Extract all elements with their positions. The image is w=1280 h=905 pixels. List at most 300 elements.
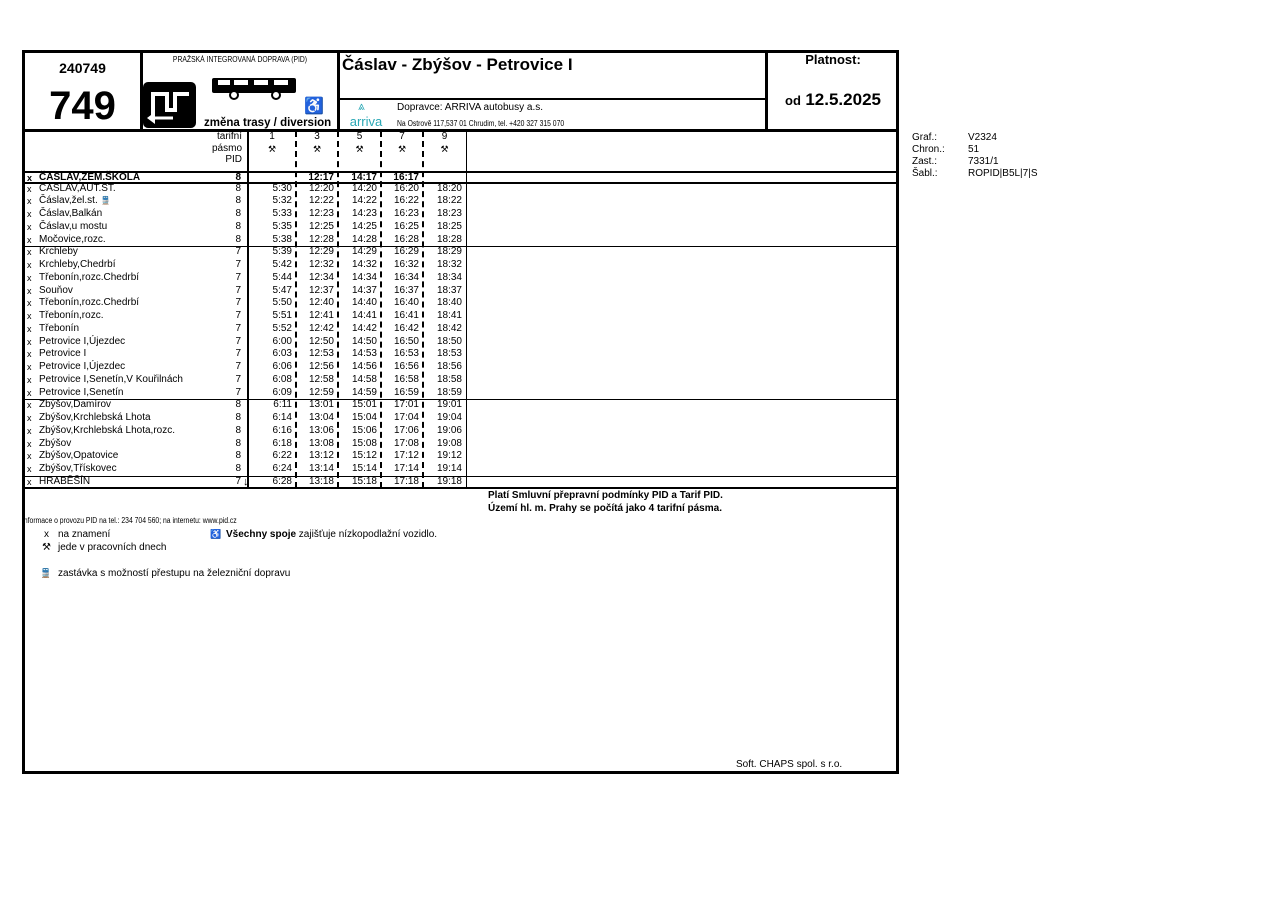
stop-name: [39, 221, 107, 234]
on-request-mark: x: [27, 464, 32, 474]
stop-name-text: Petrovice I: [39, 348, 87, 360]
zone: 8: [235, 463, 241, 474]
zone: 8: [235, 195, 241, 207]
meta-row: [912, 168, 1038, 180]
departure-time: 14:37: [351, 284, 377, 296]
departure-time: 19:08: [436, 437, 462, 449]
pid-label: PRAŽSKÁ INTEGROVANÁ DOPRAVA (PID): [172, 55, 308, 64]
table-row: [25, 399, 466, 412]
departure-time: 16:56: [393, 361, 419, 372]
table-row: [25, 221, 466, 234]
stop-name-text: ČÁSLAV,AUT.ST.: [39, 182, 116, 194]
table-row: [25, 208, 466, 221]
meta-value: V2324: [968, 132, 997, 143]
departure-time: 19:18: [436, 475, 462, 487]
on-request-mark: x: [27, 260, 32, 270]
zone-header-line: PID: [225, 154, 242, 165]
zone: 7: [235, 361, 241, 372]
departure-time: 18:20: [436, 182, 462, 194]
table-row: [25, 463, 466, 476]
on-request-mark: x: [27, 209, 32, 219]
departure-time: 6:16: [272, 424, 292, 436]
legend-wheelchair: [226, 529, 437, 540]
departure-time: 6:24: [272, 463, 292, 474]
table-row: [25, 259, 466, 272]
stop-name: [39, 412, 151, 425]
stop-name-text: Třebonín,rozc.Chedrbí: [39, 297, 140, 309]
departure-time: 18:40: [436, 297, 462, 309]
stop-name: [39, 285, 73, 298]
on-request-mark: x: [27, 183, 32, 194]
legend-wheelchair-bold: Všechny spoje: [226, 529, 297, 540]
departure-time: 15:01: [351, 399, 377, 411]
stop-name-text: Čáslav,Balkán: [39, 208, 103, 219]
departure-time: 12:37: [308, 284, 334, 296]
departure-time: 5:39: [272, 246, 292, 258]
table-row: [25, 323, 466, 336]
stop-name-text: ČÁSLAV,ZEM.ŠKOLA: [39, 171, 141, 183]
departure-time: 14:22: [351, 195, 377, 207]
departure-time: 19:01: [436, 399, 462, 411]
departure-time: 6:28: [272, 475, 292, 487]
departure-time: 17:14: [393, 463, 419, 474]
departure-time: 6:09: [272, 386, 292, 398]
departure-time: 16:59: [393, 386, 419, 398]
departure-time: 13:04: [308, 412, 334, 423]
trip-header: [338, 131, 381, 155]
line-number: 749: [49, 84, 116, 128]
stop-name-text: Zbýšov,Damírov: [39, 399, 112, 411]
on-request-mark: x: [27, 438, 32, 449]
stop-name-text: Zbýšov: [39, 437, 72, 449]
departure-time: 5:32: [272, 195, 292, 207]
stop-name: [39, 246, 78, 259]
table-row: [25, 285, 466, 298]
line-code: 240749: [59, 60, 106, 76]
departure-time: 5:44: [272, 271, 292, 283]
departure-time: 18:41: [436, 310, 462, 321]
departure-time: 14:17: [351, 171, 377, 183]
divider: [466, 131, 467, 488]
departure-time: 18:28: [436, 233, 462, 245]
meta-label: Graf.:: [912, 132, 938, 143]
zone: 8: [235, 399, 241, 411]
departure-time: 15:18: [351, 475, 377, 487]
zone: 7: [235, 246, 241, 258]
departure-time: 6:03: [272, 348, 292, 360]
departure-time: 12:56: [308, 361, 334, 372]
departure-time: 14:56: [351, 361, 377, 372]
departure-time: 12:20: [308, 182, 334, 194]
on-request-mark: x: [27, 374, 32, 385]
departure-time: 5:47: [272, 284, 292, 296]
zone: 7: [235, 475, 241, 487]
departure-time: 14:50: [351, 335, 377, 347]
table-row: [25, 310, 466, 323]
on-request-mark: x: [27, 387, 32, 398]
table-row: [25, 450, 466, 463]
meta-label: Chron.:: [912, 144, 945, 155]
departure-time: 14:59: [351, 386, 377, 398]
stop-name: [39, 310, 103, 323]
legend-hammer-icon: ⚒: [42, 542, 51, 553]
departure-time: 16:28: [393, 233, 419, 245]
stop-name: [39, 336, 125, 349]
on-request-mark: x: [27, 425, 32, 436]
workday-icon: ⚒: [397, 144, 407, 154]
stop-name: [39, 476, 90, 489]
departure-time: 18:32: [436, 259, 462, 270]
stop-name: [39, 438, 71, 451]
stop-name: [39, 425, 175, 438]
stop-name: [39, 195, 110, 208]
departure-time: 6:08: [272, 373, 292, 385]
on-request-mark: x: [27, 476, 32, 487]
departure-time: 6:14: [272, 412, 292, 423]
departure-time: 16:41: [393, 310, 419, 321]
validity: [768, 90, 898, 110]
departure-time: 6:06: [272, 361, 292, 372]
zone: 7: [235, 335, 241, 347]
legend-train: zastávka s možností přestupu na železniční dopravu: [58, 568, 291, 579]
diversion-icon: [143, 82, 196, 128]
departure-time: 14:41: [351, 310, 377, 321]
departure-time: 6:00: [272, 335, 292, 347]
departure-time: 13:06: [308, 424, 334, 436]
diversion-label: změna trasy / diversion: [204, 117, 332, 129]
departure-time: 13:18: [308, 475, 334, 487]
on-request-mark: x: [27, 196, 32, 207]
software-credit: Soft. CHAPS spol. s r.o.: [736, 759, 843, 770]
stop-name-text: Čáslav,žel.st.: [39, 195, 98, 207]
workday-icon: ⚒: [355, 144, 364, 154]
departure-time: 16:20: [393, 182, 419, 194]
stop-name-text: Souňov: [39, 284, 73, 296]
departure-time: 18:58: [436, 373, 462, 385]
departure-time: 12:34: [308, 271, 334, 283]
departure-time: 16:53: [393, 348, 419, 360]
zone: 7: [235, 271, 241, 283]
departure-time: 18:34: [436, 271, 462, 283]
meta-value: 51: [968, 144, 980, 155]
departure-time: 17:18: [393, 475, 419, 487]
on-request-mark: x: [27, 234, 32, 245]
departure-time: 13:14: [308, 463, 334, 474]
meta-info: [912, 132, 1038, 180]
legend-wheelchair-text: zajišťuje nízkopodlažní vozidlo.: [296, 529, 438, 540]
stop-name: [39, 272, 139, 285]
stop-name-text: Zbýšov,Opatovice: [39, 450, 119, 462]
zone: 7: [235, 259, 241, 270]
zone: 7: [235, 373, 241, 385]
on-request-mark: x: [27, 400, 32, 411]
legend-x: na znamení: [58, 529, 111, 540]
departure-time: 16:40: [393, 297, 419, 309]
zone-header: [170, 131, 242, 166]
departure-time: 16:29: [393, 246, 419, 258]
bus-icon: [210, 76, 300, 107]
stop-name: [39, 399, 111, 412]
departure-time: 12:25: [308, 220, 334, 232]
stop-name-text: Petrovice I,Senetín,V Kouřilnách: [39, 373, 183, 385]
departure-time: 12:53: [308, 348, 334, 360]
stop-name-text: Zbýšov,Krchlebská Lhota: [39, 412, 151, 423]
departure-time: 5:50: [272, 297, 292, 309]
on-request-mark: x: [27, 349, 32, 360]
meta-value: 7331/1: [968, 156, 999, 167]
divider: [338, 98, 766, 100]
meta-label: Šabl.:: [912, 168, 938, 179]
departure-time: 14:23: [351, 208, 377, 219]
pid-info: Informace o provozu PID na tel.: 234 704 560; na internetu: www.pid.cz: [22, 516, 237, 525]
departure-time: 16:25: [393, 220, 419, 232]
stop-name-text: Třebonín: [39, 322, 80, 334]
zone: 8: [235, 233, 241, 245]
stop-name-text: Petrovice I,Senetín: [39, 386, 124, 398]
stop-name: [39, 183, 116, 196]
departure-time: 6:22: [272, 450, 292, 462]
zone: 7: [235, 386, 241, 398]
departure-time: 15:04: [351, 412, 377, 423]
departure-time: 12:42: [308, 322, 334, 334]
departure-time: 16:42: [393, 322, 419, 334]
table-row: [25, 336, 466, 349]
meta-row: [912, 132, 1038, 144]
departure-time: 14:58: [351, 373, 377, 385]
meta-value: ROPID|B5L|7|S: [968, 168, 1038, 179]
departure-time: 14:53: [351, 348, 377, 360]
departure-time: 12:23: [308, 208, 334, 219]
zone: 7: [235, 284, 241, 296]
departure-time: 16:37: [393, 284, 419, 296]
departure-time: 14:40: [351, 297, 377, 309]
meta-label: Zast.:: [912, 156, 938, 167]
departure-time: 12:58: [308, 373, 334, 385]
departure-time: 5:30: [272, 182, 292, 194]
zone: 8: [235, 208, 241, 219]
stop-name-text: HRABĚŠÍN: [39, 475, 91, 487]
departure-time: 14:29: [351, 246, 377, 258]
departure-time: 5:33: [272, 208, 292, 219]
departure-time: 18:29: [436, 246, 462, 258]
on-request-mark: x: [27, 311, 32, 321]
departure-time: 18:42: [436, 322, 462, 334]
departure-time: 12:50: [308, 335, 334, 347]
stop-name-text: Krchleby: [39, 246, 78, 258]
table-row: [25, 297, 466, 310]
departure-time: 12:41: [308, 310, 334, 321]
departure-time: 12:22: [308, 195, 334, 207]
departure-time: 16:23: [393, 208, 419, 219]
zone: 8: [235, 220, 241, 232]
stop-name-text: Třebonín,rozc.Chedrbí: [39, 271, 140, 283]
stop-name-text: Zbýšov,Třískovec: [39, 463, 117, 474]
stop-name: [39, 208, 102, 221]
zone: 8: [235, 424, 241, 436]
departure-time: 19:06: [436, 424, 462, 436]
workday-icon: ⚒: [267, 144, 277, 154]
divider: [337, 50, 340, 132]
departure-time: 17:01: [393, 399, 419, 411]
arriva-logo-icon: ⩓: [358, 99, 365, 113]
carrier-logo: arriva: [349, 114, 383, 129]
trip-number: 3: [314, 131, 320, 142]
departure-time: 14:25: [351, 220, 377, 232]
departure-time: 17:12: [393, 450, 419, 462]
table-row: [25, 195, 466, 208]
departure-time: 5:52: [272, 322, 292, 334]
on-request-mark: x: [27, 285, 32, 296]
departure-time: 18:22: [436, 195, 462, 207]
departure-time: 19:04: [436, 412, 462, 423]
departure-time: 16:34: [393, 271, 419, 283]
table-row: [25, 183, 466, 196]
zone: 7: [235, 297, 241, 309]
zone: 8: [235, 412, 241, 423]
zone: 8: [235, 171, 241, 183]
departure-time: 18:37: [436, 284, 462, 296]
departure-time: 12:59: [308, 386, 334, 398]
departure-time: 12:28: [308, 233, 334, 245]
departure-time: 17:04: [393, 412, 419, 423]
departure-time: 18:50: [436, 335, 462, 347]
zone: 7: [235, 322, 241, 334]
workday-icon: ⚒: [312, 144, 322, 154]
table-row: [25, 476, 466, 489]
departure-time: 16:32: [393, 259, 419, 270]
legend-x-symbol: x: [44, 529, 49, 540]
on-request-mark: x: [27, 451, 32, 462]
departure-time: 18:59: [436, 386, 462, 398]
direction-arrow-icon: ↓: [243, 476, 249, 488]
departure-time: 13:01: [308, 399, 334, 411]
departure-time: 16:22: [393, 195, 419, 207]
zone-header-line: tarifní: [216, 131, 242, 142]
departure-time: 12:17: [308, 171, 334, 183]
on-request-mark: x: [27, 336, 32, 347]
stop-name: [39, 374, 183, 387]
departure-time: 16:50: [393, 335, 419, 347]
table-row: [25, 348, 466, 361]
stop-name: [39, 387, 124, 400]
departure-time: 15:08: [351, 437, 377, 449]
trip-header: [423, 131, 466, 155]
route-title: Čáslav - Zbýšov - Petrovice I: [342, 55, 573, 74]
trip-number: 9: [441, 131, 448, 142]
stop-name: [39, 234, 106, 247]
on-request-mark: x: [27, 172, 33, 183]
departure-time: 13:12: [308, 450, 334, 462]
stop-name: [39, 259, 116, 272]
stop-name-text: Čáslav,u mostu: [39, 220, 108, 232]
stop-name-text: Krchleby,Chedrbí: [39, 259, 116, 270]
departure-time: 5:35: [272, 220, 292, 232]
departure-time: 19:14: [436, 463, 462, 474]
stop-name-text: Třebonín,rozc.: [39, 310, 104, 321]
departure-time: 14:20: [351, 182, 377, 194]
stop-name: [39, 361, 125, 374]
departure-time: 14:42: [351, 322, 377, 334]
departure-time: 18:53: [436, 348, 462, 360]
conditions-line: Území hl. m. Prahy se počítá jako 4 tarifní pásma.: [488, 503, 722, 514]
departure-time: 15:14: [351, 463, 377, 474]
on-request-mark: x: [27, 221, 32, 232]
stop-name: [39, 297, 139, 310]
departure-time: 19:12: [436, 450, 462, 462]
validity-prefix: od: [785, 93, 801, 108]
on-request-mark: x: [27, 272, 32, 283]
departure-time: 5:51: [272, 310, 292, 321]
stop-name: [39, 450, 118, 463]
departure-time: 14:34: [351, 271, 377, 283]
zone: 7: [235, 348, 241, 360]
zone: 8: [235, 450, 241, 462]
validity-date: 12.5.2025: [805, 90, 881, 109]
table-row: [25, 387, 466, 400]
departure-time: 5:38: [272, 233, 292, 245]
stop-name: [39, 323, 79, 336]
departure-time: 13:08: [308, 437, 334, 449]
validity-label: Platnost:: [805, 52, 861, 67]
departure-time: 6:18: [272, 437, 292, 449]
zone: 7: [235, 310, 241, 321]
workday-icon: ⚒: [440, 144, 449, 154]
table-row: [25, 246, 466, 259]
zone: 8: [235, 437, 241, 449]
trip-header: [381, 131, 423, 155]
trip-header: [248, 131, 296, 155]
departure-time: 5:42: [272, 259, 292, 270]
conditions: [488, 489, 723, 515]
stop-name: [39, 463, 117, 476]
stop-name-text: Zbýšov,Krchlebská Lhota,rozc.: [39, 424, 175, 436]
departure-time: 15:06: [351, 424, 377, 436]
conditions-line: Platí Smluvní přepravní podmínky PID a Tarif PID.: [488, 490, 723, 501]
stop-name-text: Petrovice I,Újezdec: [39, 361, 126, 372]
table-row: [25, 438, 466, 451]
table-row: [25, 374, 466, 387]
table-row: [25, 412, 466, 425]
trip-number: 5: [356, 131, 363, 142]
departure-time: 17:06: [393, 424, 419, 436]
departure-time: 12:40: [308, 297, 334, 309]
departure-time: 16:58: [393, 373, 419, 385]
departure-time: 18:56: [436, 361, 462, 372]
on-request-mark: x: [27, 413, 32, 423]
zone: 8: [235, 182, 241, 194]
table-row: [25, 272, 466, 285]
wheelchair-icon: ♿: [304, 98, 324, 115]
on-request-mark: x: [27, 298, 32, 309]
trip-number: 7: [399, 131, 405, 142]
departure-time: 12:32: [308, 259, 334, 270]
trip-header: [296, 131, 338, 155]
legend-wheelchair-icon: ♿: [210, 529, 222, 539]
legend-hammer: jede v pracovních dnech: [58, 542, 167, 553]
departure-time: 18:25: [436, 220, 462, 232]
train-icon: 🚆: [100, 196, 111, 206]
zone-header-line: pásmo: [211, 142, 242, 154]
departure-time: 18:23: [436, 208, 462, 219]
departure-time: 12:29: [308, 246, 334, 258]
trip-number: 1: [269, 131, 275, 142]
carrier-name: Dopravce: ARRIVA autobusy a.s.: [397, 102, 544, 113]
train-icon: 🚆: [40, 568, 52, 578]
meta-row: [912, 156, 1038, 168]
stop-name-text: Močovice,rozc.: [39, 233, 106, 245]
departure-time: 6:11: [273, 399, 292, 411]
departure-time: 15:12: [351, 450, 377, 462]
